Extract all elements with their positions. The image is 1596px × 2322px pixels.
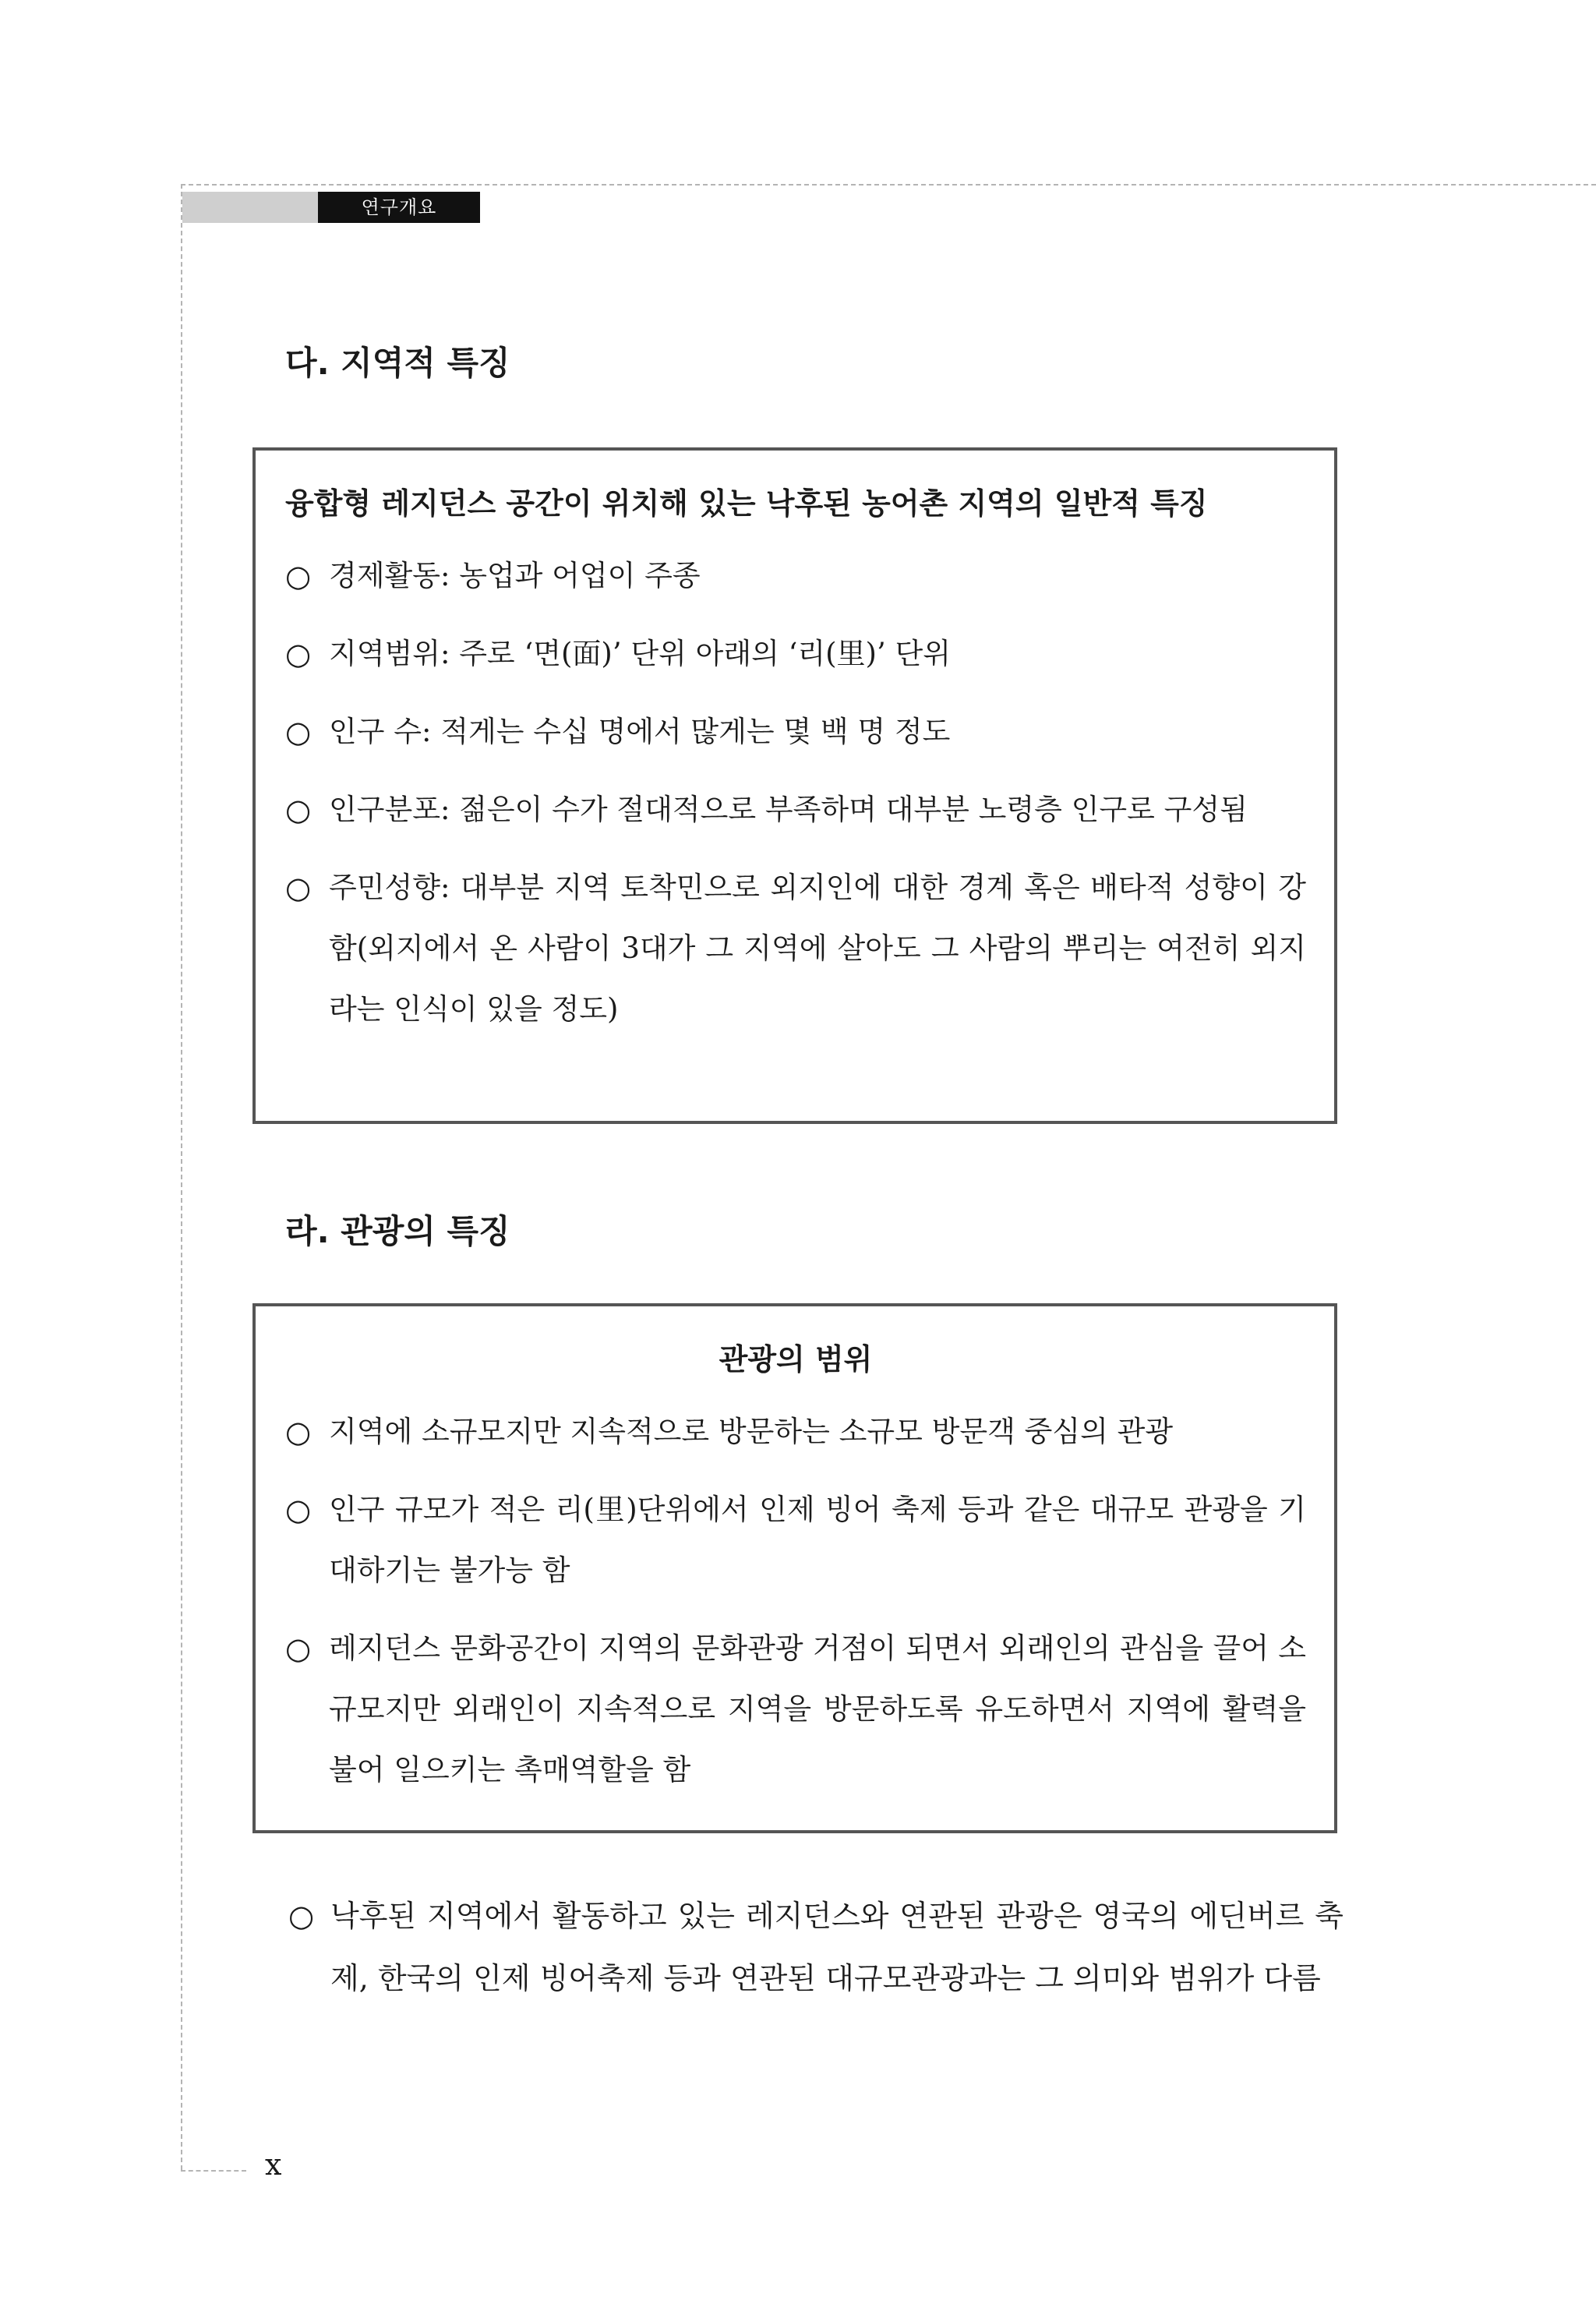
list-item (285, 1618, 1306, 1801)
bullet-circle-icon: ○ (285, 793, 312, 827)
list-item-text: 인구 수: 적게는 수십 명에서 많게는 몇 백 명 정도 (329, 715, 951, 748)
list-item-text: 인구 규모가 적은 리(里)단위에서 인제 빙어 축제 등과 같은 대규모 관광을 기대하기는 불가능 함 (329, 1493, 1306, 1587)
page-number: x (265, 2147, 282, 2182)
section-title-regional-features: 다. 지역적 특징 (285, 344, 510, 382)
box-heading-tourism: 관광의 범위 (719, 1342, 873, 1377)
page-frame-left-line (181, 184, 182, 2170)
list-item (285, 624, 1306, 684)
page-frame-top-line (181, 184, 1596, 186)
list-item (285, 779, 1306, 840)
regional-features-box (252, 447, 1337, 1124)
bullet-circle-icon: ○ (285, 1415, 312, 1449)
closing-paragraph (288, 1885, 1344, 2009)
bullet-circle-icon: ○ (285, 637, 312, 671)
list-item-text: 주민성향: 대부분 지역 토착민으로 외지인에 대한 경계 혹은 배타적 성향이 강함(외지에서 온 사람이 3대가 그 지역에 살아도 그 사람의 뿌리는 여전히 외지라는 인식이 있을 정도) (329, 871, 1306, 1026)
header-grey-block (182, 192, 318, 223)
list-item (285, 1401, 1306, 1462)
bullet-circle-icon: ○ (288, 1899, 315, 1933)
bullet-circle-icon: ○ (285, 871, 312, 905)
list-item-text: 지역에 소규모지만 지속적으로 방문하는 소규모 방문객 중심의 관광 (329, 1415, 1174, 1448)
regional-features-list (285, 546, 1306, 1040)
section-title-tourism-features: 라. 관광의 특징 (285, 1212, 510, 1250)
bullet-circle-icon: ○ (285, 715, 312, 749)
tourism-scope-box (252, 1303, 1337, 1833)
list-item-text: 지역범위: 주로 ‘면(面)’ 단위 아래의 ‘리(里)’ 단위 (329, 637, 951, 670)
closing-paragraph-text: 낙후된 지역에서 활동하고 있는 레지던스와 연관된 관광은 영국의 에딘버르 축제, 한국의 인제 빙어축제 등과 연관된 대규모관광과는 그 의미와 범위가 다름 (330, 1899, 1344, 1995)
list-item (285, 1479, 1306, 1601)
box-heading-regional: 융합형 레지던스 공간이 위치해 있는 낙후된 농어촌 지역의 일반적 특징 (285, 486, 1208, 521)
bullet-circle-icon: ○ (285, 1493, 312, 1527)
list-item-text: 경제활동: 농업과 어업이 주종 (329, 559, 701, 592)
bullet-circle-icon: ○ (285, 559, 312, 593)
page-frame-bottom-line (181, 2170, 246, 2172)
list-item (285, 702, 1306, 762)
tourism-scope-list (285, 1401, 1306, 1801)
list-item-text: 레지던스 문화공간이 지역의 문화관광 거점이 되면서 외래인의 관심을 끌어 소규모지만 외래인이 지속적으로 지역을 방문하도록 유도하면서 지역에 활력을 불어 일으키는 촉매역할을 함 (329, 1631, 1306, 1787)
list-item-text: 인구분포: 젊은이 수가 절대적으로 부족하며 대부분 노령층 인구로 구성됨 (329, 793, 1248, 826)
running-header-label: 연구개요 (318, 192, 480, 223)
list-item (285, 857, 1306, 1040)
list-item (285, 546, 1306, 606)
bullet-circle-icon: ○ (285, 1631, 312, 1666)
